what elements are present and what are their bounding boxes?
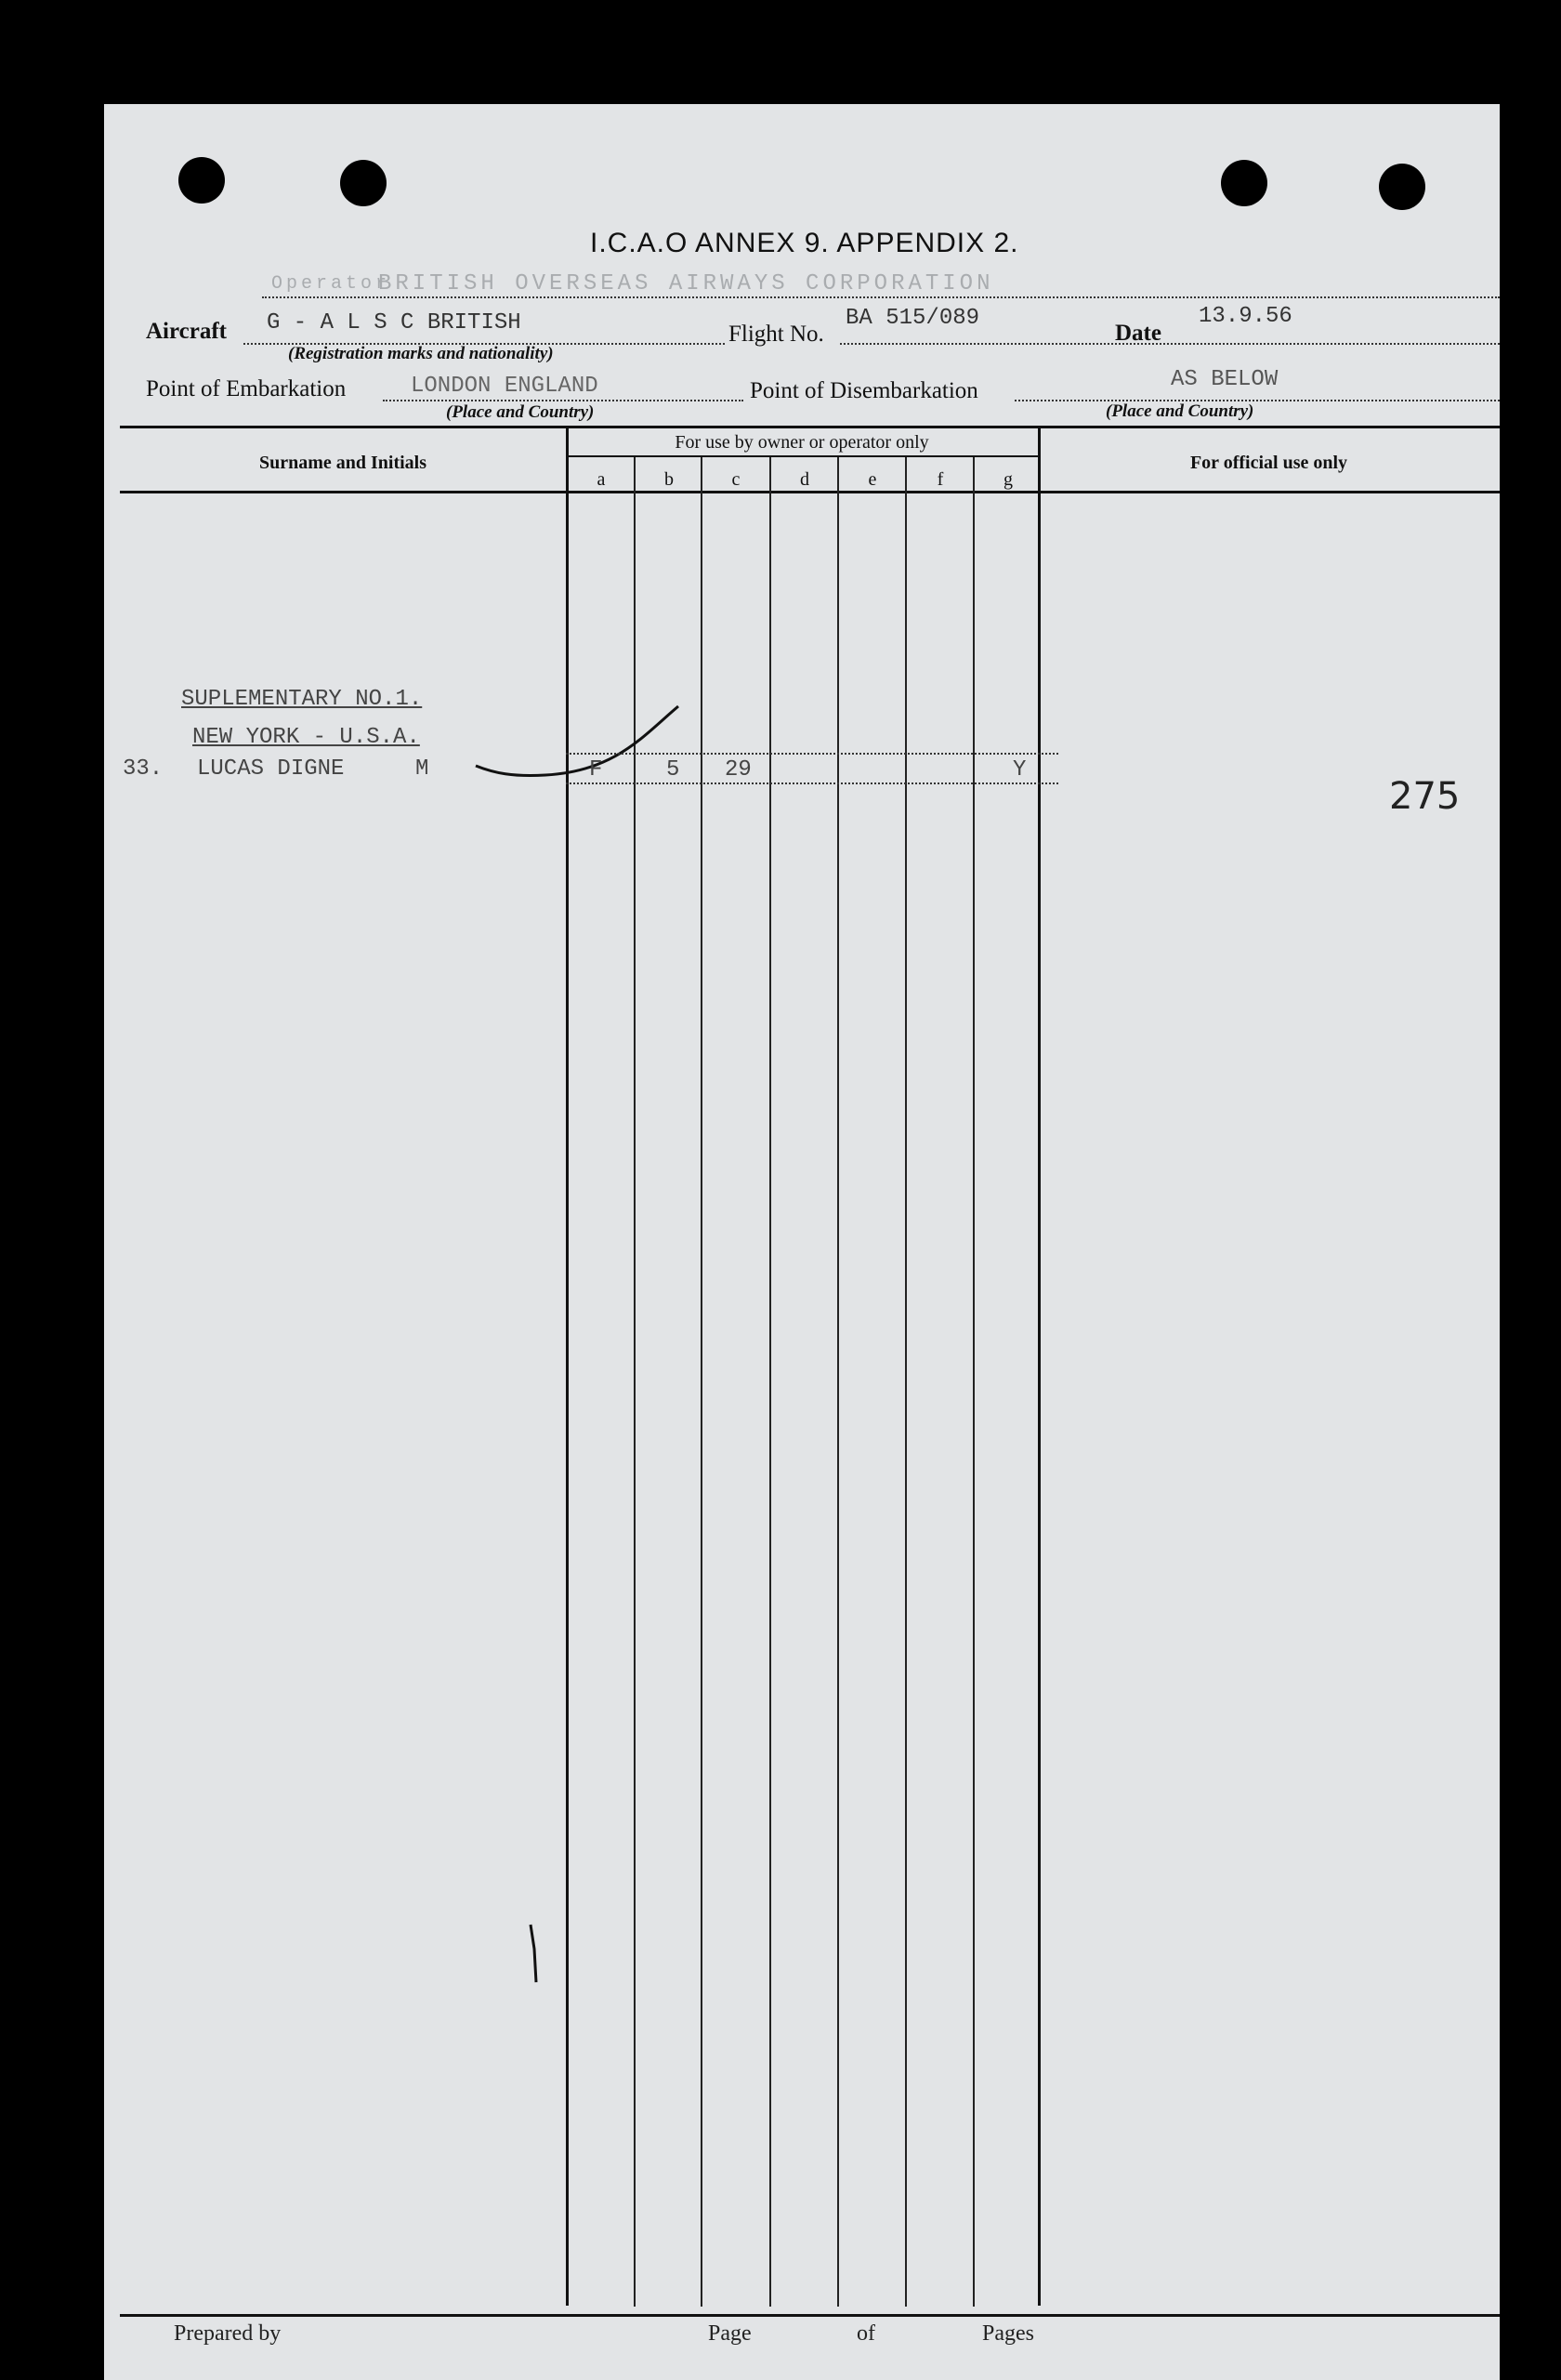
header-bottom-rule [120, 491, 1500, 493]
column-label-d: d [800, 469, 809, 490]
embarkation-label: Point of Embarkation [146, 376, 347, 401]
surname-header: Surname and Initials [258, 453, 427, 473]
table-bottom-rule [120, 2314, 1500, 2317]
punch-hole [178, 157, 225, 204]
column-divider [769, 457, 771, 2307]
aircraft-caption: (Registration marks and nationality) [288, 344, 554, 363]
operator-value: BRITISH OVERSEAS AIRWAYS CORPORATION [378, 271, 994, 296]
cell-a: F [589, 757, 603, 782]
punch-hole [1221, 160, 1267, 206]
passenger-name: LUCAS DIGNE [197, 756, 345, 782]
of-label: of [857, 2321, 875, 2346]
pages-label: Pages [982, 2321, 1034, 2346]
stray-pencil-mark [527, 1921, 545, 1986]
disembarkation-caption: (Place and Country) [1106, 401, 1254, 421]
cell-b: 5 [666, 757, 680, 782]
cell-c: 29 [725, 757, 752, 782]
embarkation-dotted-line [383, 400, 743, 401]
column-label-f: f [937, 469, 944, 490]
date-dotted-line [1174, 343, 1500, 345]
column-label-e: e [868, 469, 877, 490]
destination-note: NEW YORK - U.S.A. [192, 725, 420, 750]
column-label-a: a [597, 469, 606, 490]
column-divider [837, 457, 839, 2307]
row-dotted-line-top [566, 753, 1058, 755]
handwritten-bracket-stroke [439, 699, 689, 792]
column-label-b: b [664, 469, 674, 490]
column-divider [701, 457, 702, 2307]
row-dotted-line-bottom [566, 782, 1058, 784]
table-top-rule [120, 426, 1500, 428]
cell-g: Y [1013, 757, 1027, 782]
flight-value: BA 515/089 [846, 306, 980, 331]
punch-hole [340, 160, 387, 206]
manifest-page [104, 104, 1500, 2380]
date-value: 13.9.56 [1199, 304, 1292, 329]
subheader-rule [566, 455, 1038, 457]
supplementary-note: SUPLEMENTARY NO.1. [181, 687, 423, 712]
form-title: I.C.A.O ANNEX 9. APPENDIX 2. [590, 228, 1019, 258]
operator-dotted-line [262, 296, 1500, 298]
passenger-initial: M [415, 756, 429, 782]
embarkation-caption: (Place and Country) [446, 402, 595, 422]
disembarkation-value: AS BELOW [1171, 367, 1279, 392]
page-label: Page [708, 2321, 752, 2346]
column-divider [973, 457, 975, 2307]
disembarkation-dotted-line [1015, 400, 1500, 401]
date-label: Date [1115, 321, 1161, 346]
column-label-c: c [731, 469, 741, 490]
official-use-header: For official use only [1189, 453, 1348, 473]
flight-label: Flight No. [728, 322, 824, 347]
aircraft-value: G - A L S C BRITISH [267, 310, 521, 335]
aircraft-label: Aircraft [146, 319, 227, 344]
official-number: 275 [1389, 775, 1461, 818]
punch-hole [1379, 164, 1425, 210]
embarkation-value: LONDON ENGLAND [411, 374, 598, 399]
column-label-g: g [1004, 469, 1013, 490]
operator-label: Operator [271, 273, 391, 295]
prepared-by-label: Prepared by [174, 2321, 282, 2346]
operator-use-header: For use by owner or operator only [675, 432, 929, 453]
disembarkation-label: Point of Disembarkation [750, 378, 978, 403]
column-divider [905, 457, 907, 2307]
passenger-number: 33. [123, 756, 164, 782]
column-divider [1038, 426, 1041, 2306]
